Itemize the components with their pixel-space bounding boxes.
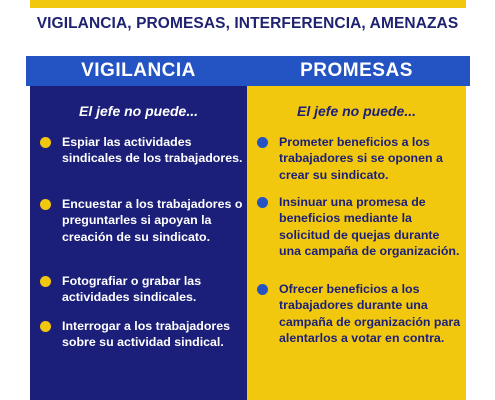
promesas-item — [279, 281, 461, 347]
top-accent-bar — [30, 0, 466, 8]
yellow-bullet-icon — [40, 276, 51, 287]
vigilancia-title: VIGILANCIA — [81, 60, 196, 81]
yellow-bullet-icon — [40, 199, 51, 210]
vigilancia-item-text: Espiar las actividades sindicales de los trabajadores. — [62, 135, 243, 166]
promesas-item-text: Prometer beneficios a los trabajadores si se oponen a crear su sindicato. — [279, 135, 443, 182]
blue-bullet-icon — [257, 284, 268, 295]
promesas-subheading: El jefe no puede... — [296, 103, 417, 119]
promesas-item-text: Ofrecer beneficios a los trabajadores durante una campaña de organización para alentarlos a votar en contra. — [279, 282, 461, 346]
vigilancia-item — [62, 318, 244, 351]
promesas-item — [279, 194, 461, 260]
yellow-bullet-icon — [40, 137, 51, 148]
vigilancia-item-text: Interrogar a los trabajadores sobre su actividad sindical. — [62, 319, 231, 350]
promesas-item-text: Insinuar una promesa de beneficios mediante la solicitud de quejas durante una campaña de organización. — [279, 195, 460, 259]
vigilancia-item — [62, 273, 244, 306]
promesas-title: PROMESAS — [300, 60, 413, 81]
vigilancia-subheading: El jefe no puede... — [78, 103, 199, 119]
vigilancia-item — [62, 134, 244, 167]
page-title: VIGILANCIA, PROMESAS, INTERFERENCIA, AMENAZAS — [36, 15, 459, 32]
vigilancia-item — [62, 196, 244, 245]
blue-bullet-icon — [257, 197, 268, 208]
yellow-bullet-icon — [40, 321, 51, 332]
promesas-item — [279, 134, 461, 183]
vigilancia-item-text: Encuestar a los trabajadores o preguntarles si apoyan la creación de su sindicato. — [62, 197, 243, 244]
blue-bullet-icon — [257, 137, 268, 148]
vigilancia-item-text: Fotografiar o grabar las actividades sindicales. — [62, 274, 202, 305]
